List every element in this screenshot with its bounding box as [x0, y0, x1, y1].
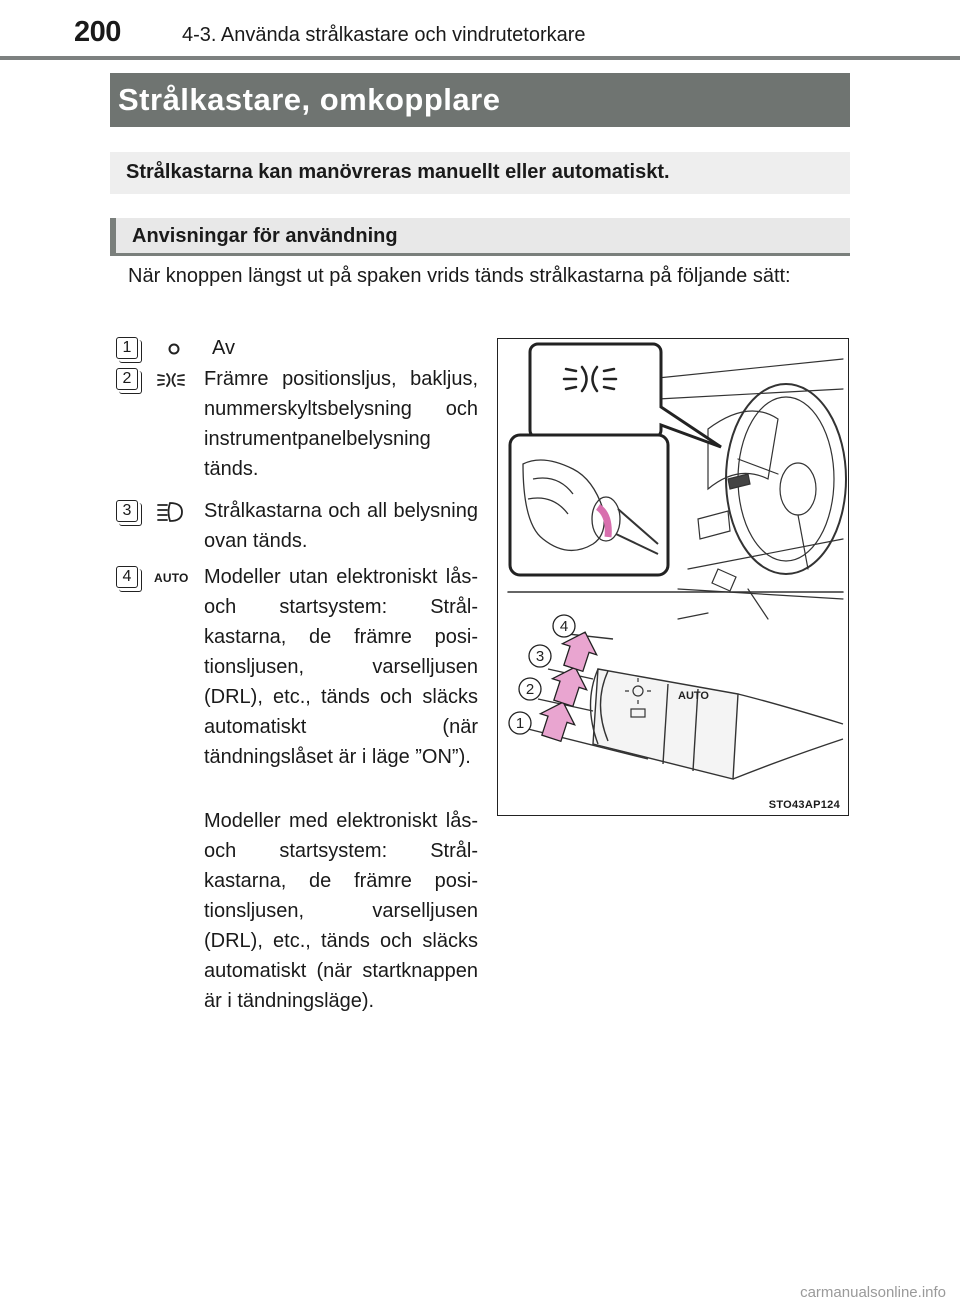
parking-light-icon [154, 368, 194, 392]
illustration-drawing [498, 339, 847, 814]
watermark: carmanualsonline.info [800, 1284, 946, 1301]
header-divider [0, 56, 960, 60]
subsection-heading: Anvisningar för användning [110, 218, 850, 256]
callout-2: 2 [525, 681, 535, 698]
item-text-secondary: Modeller med elektroniskt lås- och startsystem: Strålkastarna, de främre positionsljusen, varselljusen (DRL), etc., tänds och släcks automatiskt (när startknappen är i tändningsläge). [204, 810, 478, 1012]
section-banner: Strålkastare, omkopplare [110, 73, 850, 127]
callout-4: 4 [559, 618, 569, 635]
item-number: 1 [116, 337, 138, 359]
switch-illustration [497, 338, 849, 816]
callout-1: 1 [515, 715, 525, 732]
item-number: 4 [116, 566, 138, 588]
auto-icon: AUTO [154, 571, 189, 585]
lead-paragraph: När knoppen längst ut på spaken vrids tänds strålkastarna på följande sätt: [128, 265, 791, 287]
off-circle-icon [154, 337, 194, 361]
item-text: Främre positionsljus, bakljus, nummerskyltsbelysning och instrumentpanelbelysning tänds. [204, 368, 478, 480]
headlight-icon [154, 500, 194, 524]
figure-label: STO43AP124 [768, 799, 840, 811]
switch-auto-label: AUTO [678, 690, 709, 702]
item-text: Strålkastarna och all belysning ovan tänds. [204, 500, 478, 552]
callout-3: 3 [535, 648, 545, 665]
page-number: 200 [74, 16, 121, 48]
item-text: Modeller utan elektroniskt lås- och startsystem: Strålkastarna, de främre positionsljusen, varselljusen (DRL), etc., tänds och släcks automatiskt (när tändningslåset är i läge ”ON”). [204, 566, 478, 768]
item-text: Av [212, 337, 235, 359]
item-number: 2 [116, 368, 138, 390]
intro-box: Strålkastarna kan manövreras manuellt eller automatiskt. [110, 152, 850, 194]
item-number: 3 [116, 500, 138, 522]
chapter-title: 4-3. Använda strålkastare och vindrutetorkare [182, 24, 586, 46]
